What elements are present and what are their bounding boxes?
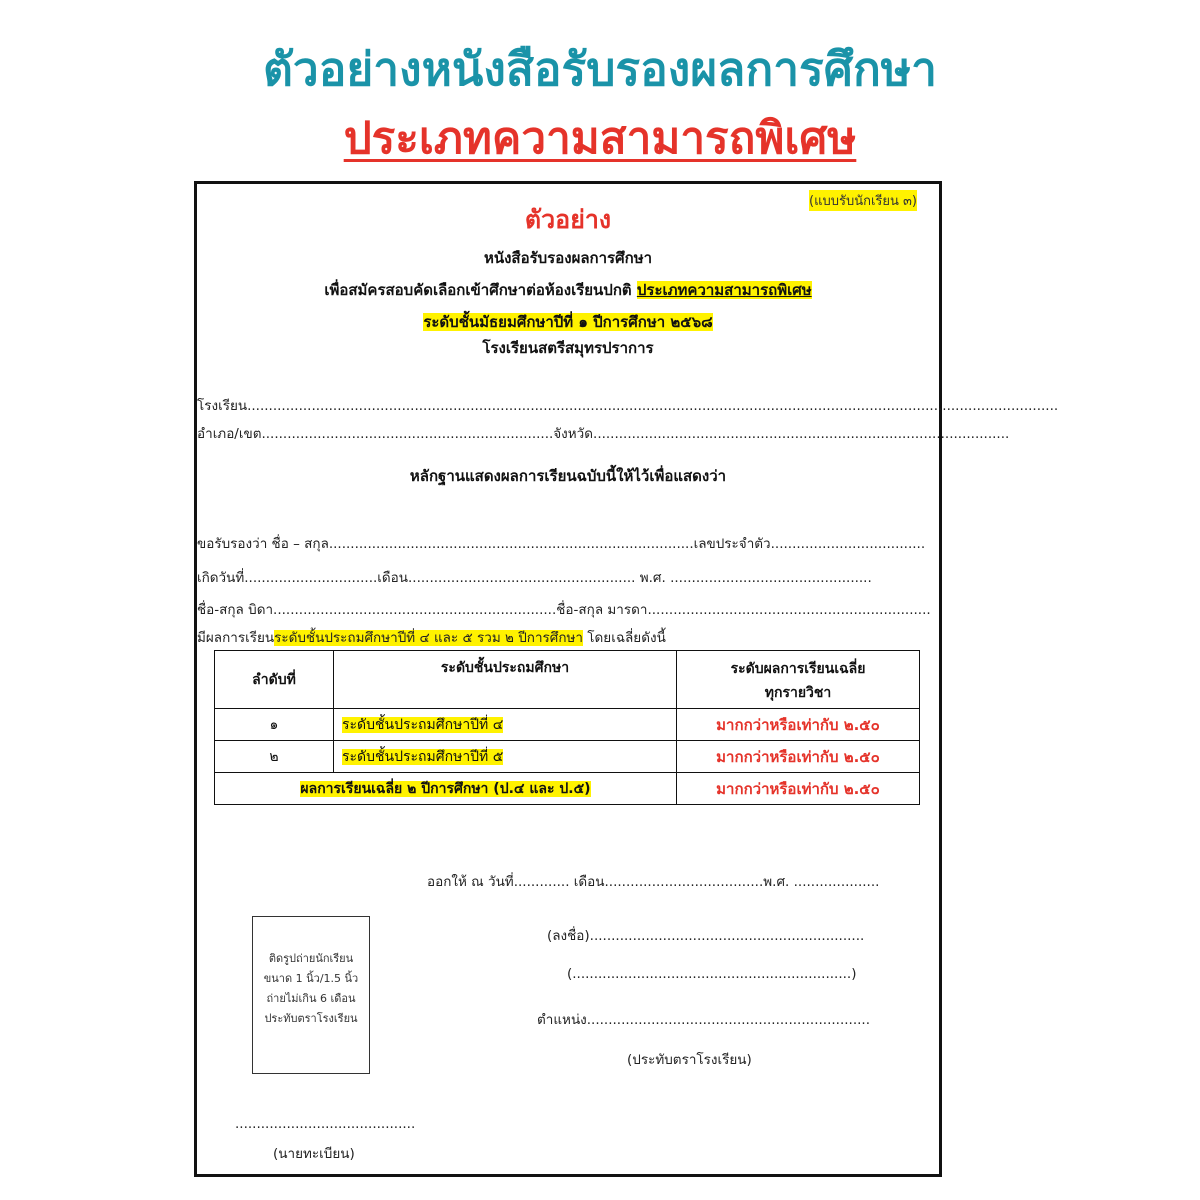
doc-heading-1: หนังสือรับรองผลการศึกษา (483, 249, 653, 267)
parents-name-field: ชื่อ-สกุล บิดา..................................................................ชื่อ-สกุล มารดา.................................................................. (197, 602, 931, 618)
total-label: ผลการเรียนเฉลี่ย ๒ ปีการศึกษา (ป.๔ และ ป.๕) (215, 773, 677, 805)
row-level: ระดับชั้นประถมศึกษาปีที่ ๕ (334, 741, 677, 773)
col-grade-header: ระดับผลการเรียนเฉลี่ย ทุกรายวิชา (677, 651, 920, 709)
doc-heading-2: เพื่อสมัครสอบคัดเลือกเข้าศึกษาต่อห้องเรียนปกติ ประเภทความสามารถพิเศษ (324, 281, 812, 299)
col-level-header: ระดับชั้นประถมศึกษา (334, 651, 677, 709)
result-summary-line: มีผลการเรียนระดับชั้นประถมศึกษาปีที่ ๔ และ ๕ รวม ๒ ปีการศึกษา โดยเฉลี่ยดังนี้ (197, 630, 666, 646)
signature-line: (ลงชื่อ)................................................................ (547, 928, 865, 944)
position-line: ตำแหน่ง.................................................................. (537, 1012, 870, 1028)
student-name-field: ขอรับรองว่า ชื่อ – สกุล.....................................................................................เลขประจำตัว.................................... (197, 536, 926, 552)
row-no: ๑ (215, 709, 334, 741)
registrar-signature-dots: .......................................... (235, 1116, 416, 1132)
evidence-heading: หลักฐานแสดงผลการเรียนฉบับนี้ให้ไว้เพื่อแสดงว่า (409, 467, 727, 485)
doc-heading-4: โรงเรียนสตรีสมุทรปราการ (482, 339, 654, 357)
row-grade: มากกว่าหรือเท่ากับ ๒.๕๐ (677, 741, 920, 773)
total-grade: มากกว่าหรือเท่ากับ ๒.๕๐ (677, 773, 920, 805)
row-level: ระดับชั้นประถมศึกษาปีที่ ๔ (334, 709, 677, 741)
doc-heading-3: ระดับชั้นมัธยมศึกษาปีที่ ๑ ปีการศึกษา ๒๕๖๘ (423, 313, 713, 331)
certificate-document (194, 181, 1059, 1177)
row-grade: มากกว่าหรือเท่ากับ ๒.๕๐ (677, 709, 920, 741)
signer-name-line: (.................................................................) (567, 966, 857, 982)
registrar-label: (นายทะเบียน) (273, 1146, 355, 1162)
row-no: ๒ (215, 741, 334, 773)
issued-date-line: ออกให้ ณ วันที่............. เดือน.....................................พ.ศ. .................... (427, 874, 880, 890)
col-no-header: ลำดับที่ (215, 651, 334, 709)
table-row (215, 709, 920, 741)
special-category-highlight: ประเภทความสามารถพิเศษ (636, 281, 812, 299)
page-subtitle: ประเภทความสามารถพิเศษ (343, 113, 857, 164)
table-total-row (215, 773, 920, 805)
sample-label: ตัวอย่าง (524, 205, 612, 234)
table-header-row (215, 651, 920, 709)
school-stamp-label: (ประทับตราโรงเรียน) (627, 1052, 752, 1068)
page-title: ตัวอย่างหนังสือรับรองผลการศึกษา (263, 42, 937, 96)
district-province-field: อำเภอ/เขต....................................................................จังหวัด................................................................................................. (197, 426, 1010, 442)
school-field: โรงเรียน............................................................................................................................................................................................. (197, 398, 1059, 414)
photo-placeholder: ติดรูปถ่ายนักเรียน ขนาด 1 นิ้ว/1.5 นิ้ว ถ่ายไม่เกิน 6 เดือน ประทับตราโรงเรียน (252, 916, 370, 1074)
table-row (215, 741, 920, 773)
grade-table (214, 650, 920, 805)
birth-date-field: เกิดวันที่...............................เดือน..................................................... พ.ศ. ............................................... (197, 570, 872, 586)
form-id-badge: (แบบรับนักเรียน ๓) (809, 190, 917, 211)
